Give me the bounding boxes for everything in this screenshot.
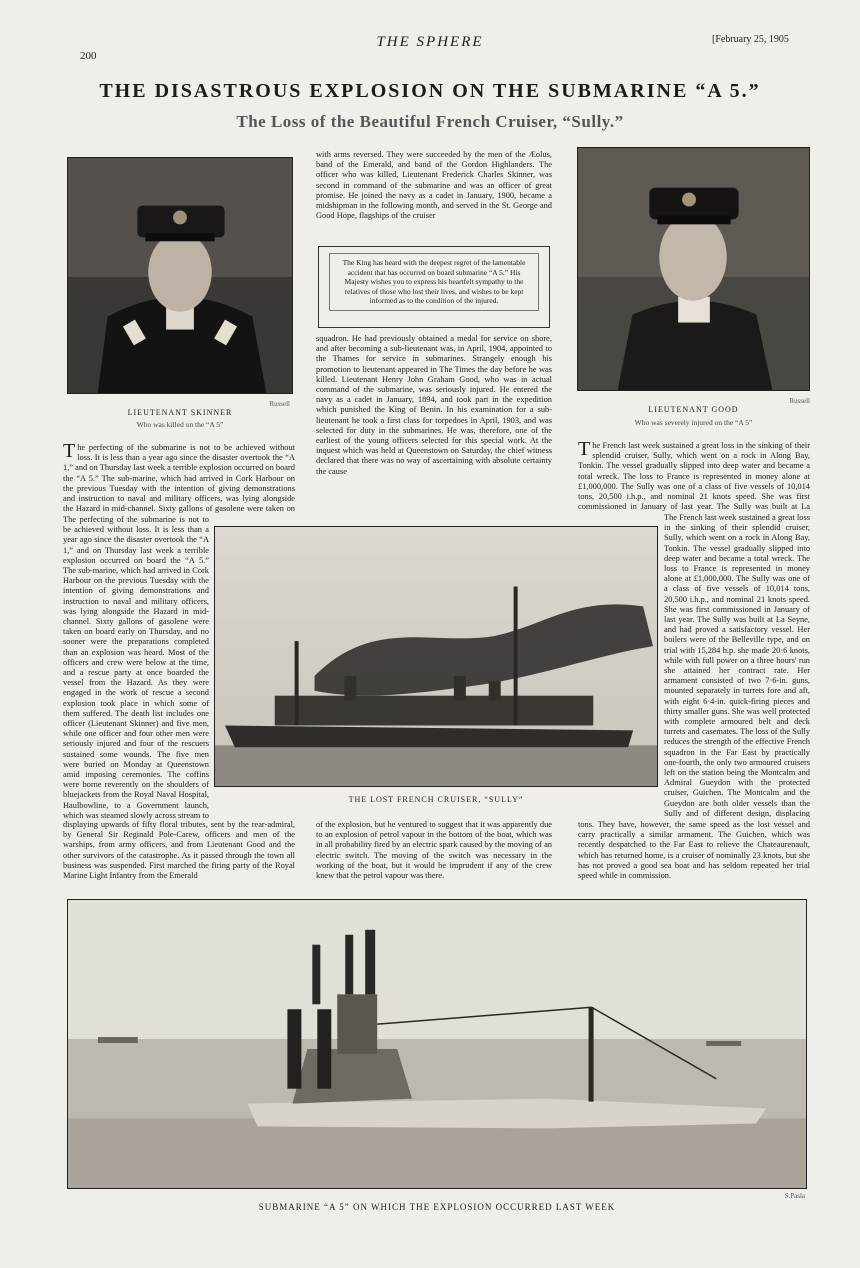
article-left-column: The perfecting of the submarine is not to be achieved without loss. It is less than a year ago since the disaster overtook the “A 1,” and on Thursday last week a terrible explosion occurred on board the “A 5.” The sub-marine, which had arrived in Cork Harbour on the previous Tuesday with the intention of giving demonstrations and instruction to naval and military officers, was lying alongside the Hazard in mid-channel. Sixty gallons of gasolene were taken on (63, 443, 295, 514)
kings-message-text: The King has heard with the deepest regret of the lamentable accident that has occurred on board submarine “A 5.” His Majesty wishes you to express his heartfelt sympathy to the relatives of those who lost their lives, and wishes to be kept informed as to the condition of the injured. (329, 253, 539, 311)
kings-message-box (318, 246, 550, 328)
page-number: 200 (80, 50, 97, 62)
cruiser-sully-caption: THE LOST FRENCH CRUISER, “SULLY” (348, 795, 524, 804)
cruiser-sully-photo (214, 526, 658, 787)
portrait-skinner-caption: LIEUTENANT SKINNER (127, 408, 233, 417)
submarine-a5-photo (67, 899, 807, 1189)
article-center-mid: squadron. He had previously obtained a medal for service on shore, and after becoming a sub-lieutenant was, in April, 1904, appointed to the Thames for service in submarines. Strangely enough his promotion to lieutenant appeared in The Times the day before he was killed. Lieutenant Henry John Graham Good, who was in actual command of the submarine, was seriously injured. He entered the navy as a cadet in January, 1894, and took part in the expedition which punished the King of Benin. In his examination for a sub-lieutenant he took a first class for torpedoes in April, 1903, and was selected for duty in the submarines. He was, therefore, one of the earliest of the young officers selected for this special work. At the inquest which was held at Queenstown on Saturday, the chief witness declared that there was no way of ascertaining with absolute certainty the cause (316, 334, 552, 476)
issue-date: [February 25, 1905 (712, 34, 789, 45)
portrait-good-subcaption: Who was severely injured on the “A 5” (634, 418, 753, 427)
article-left-column-continued: The perfecting of the submarine is not to be achieved without loss. It is less than a year ago since the disaster overtook the “A 1,” and on Thursday last week a terrible explosion occurred on board the “A 5.” The sub-marine, which had arrived in Cork Harbour on the previous Tuesday with the intention of giving demonstrations and instruction to naval and military officers, was lying alongside the Hazard in mid-channel. Sixty gallons of gasolene were taken on board early on Thursday, and no sooner were the preparations completed than an explosion was heard. Most of the officers and crew were below at the time, and a rescue party at once boarded the vessel from the Hazard. As they were engaged in the work of rescue a second explosion took place in which some of them suffered. The death list includes one officer (Lieutenant Skinner) and five men, while one officer and four other men were seriously injured and four of the rescuers sustained some wounds. The five men were buried on Monday at Queenstown amid imposing ceremonies. The coffins were borne reverently on the shoulders of bluejackets from the Royal Naval Hospital, Haulbowline, to a Government launch, which was steamed slowly across stream to (63, 515, 209, 820)
portrait-good-credit: Russell (789, 397, 810, 405)
subheadline: The Loss of the Beautiful French Cruiser, “Sully.” (236, 112, 624, 131)
article-center-top: with arms reversed. They were succeeded by the men of the Æolus, band of the Emerald, and band of the Gordon Highlanders. The officer who was killed, Lieutenant Frederick Charles Skinner, was second in command of the submarine and was an officer of great promise. He joined the navy as a cadet in January, 1900, became a midshipman in the following month, and served in the St. George and Good Hope, flagships of the cruiser (316, 150, 552, 221)
submarine-a5-credit: S.Pasla (784, 1192, 805, 1200)
article-right-column: The French last week sustained a great loss in the sinking of their splendid cruiser, Sully, which went on a rock in Along Bay, Tonkin. The vessel gradually slipped into deep water and became a total wreck. The loss to France is represented in money alone at £1,000,000. The Sully was one of a class of five vessels of 10,014 tons, 20,500 i.h.p., and nominal 21 knots speed. She was first commissioned in January of last year. The Sully was built at La (578, 441, 810, 512)
article-left-bottom: displaying upwards of fifty floral tributes, sent by the rear-admiral, by General Sir Reginald Pole-Carew, officers and men of the warships, from army officers, and from Lieutenant Good and the other survivors of the catastrophe. As it passed through the town all business was suspended. First marched the firing party of the Royal Marine Light Infantry from the Emerald (63, 820, 295, 881)
masthead-title: THE SPHERE (376, 34, 484, 50)
headline: THE DISASTROUS EXPLOSION ON THE SUBMARINE “A 5.” (99, 80, 761, 102)
article-right-bottom: tons. They have, however, the same speed as the lost vessel and carry practically a similar armament. The Guichen, which was recently despatched to the Far East to relieve the Chateaurenault, which has returned home, is a cruiser of nominally 23 knots, but she has not proved a good sea boat and has seldom repeated her trial speed while in commission. (578, 820, 810, 881)
portrait-skinner-credit: Russell (269, 400, 290, 408)
submarine-a5-caption: SUBMARINE “A 5” ON WHICH THE EXPLOSION OCCURRED LAST WEEK (258, 1202, 616, 1212)
portrait-skinner-subcaption: Who was killed on the “A 5” (136, 420, 224, 429)
portrait-good (577, 147, 810, 391)
portrait-skinner (67, 157, 293, 394)
portrait-good-caption: LIEUTENANT GOOD (648, 405, 739, 414)
article-center-bottom: of the explosion, but he ventured to suggest that it was apparently due to an explosion of petrol vapour in the bottom of the boat, which was in all probability fired by an electric spark caused by the moving of an electric switch. The moving of the switch was necessary in the working of the boat, but it would be imprudent if any of the crew knew that the petrol vapour was there. (316, 820, 552, 881)
article-right-column-continued: The French last week sustained a great loss in the sinking of their splendid cruiser, Sully, which went on a rock in Along Bay, Tonkin. The vessel gradually slipped into deep water and became a total wreck. The loss to France is represented in money alone at £1,000,000. The Sully was one of a class of five vessels of 10,014 tons, 20,500 i.h.p., and nominal 21 knots speed. She was first commissioned in January of last year. The Sully was built at La Seyne, and had proved a satisfactory vessel. Her boilers were of the Belleville type, and on trial with 15,284 h.p. she made 20·6 knots, while with full power on a three hours' run she attained her contract rate. Her armament consisted of two 7·6-in. guns, mounted separately in turrets fore and aft, with eight 6·4-in. quick-firing pieces and thirty smaller guns. She was well protected with complete armoured belt and deck turrets and casemates. The loss of the Sully reduces the strength of the effective French squadron in the Far East by practically one-fourth, the only two armoured cruisers left on the station being the Montcalm and Admiral Gueydon with the protected cruiser, Guichen. The Montcalm and the Gueydon are both older vessels than the Sully and of different design, displacing (664, 513, 810, 817)
